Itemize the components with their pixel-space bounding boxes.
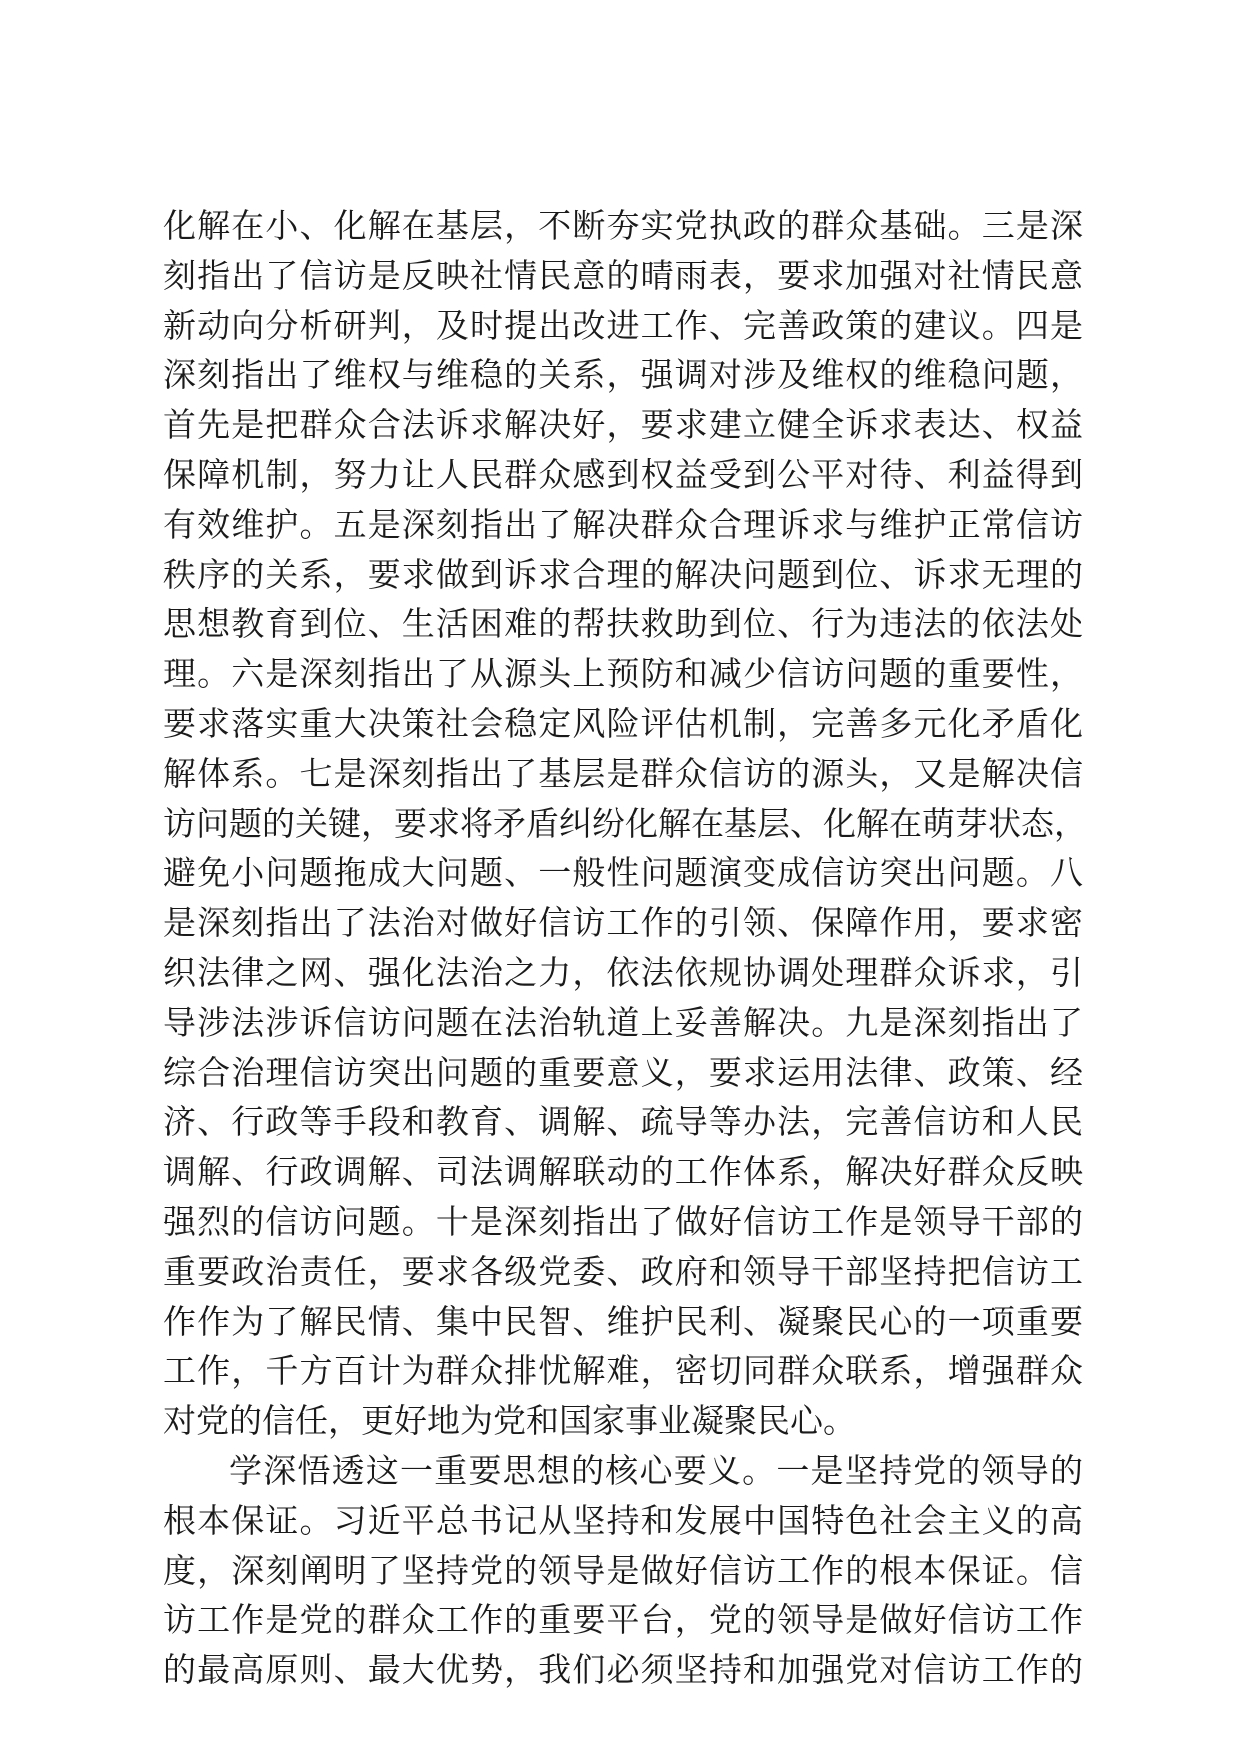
text-line: 作作为了解民情、集中民智、维护民利、凝聚民心的一项重要 bbox=[163, 1301, 1083, 1341]
text-line: 刻指出了信访是反映社情民意的晴雨表，要求加强对社情民意 bbox=[163, 255, 1083, 295]
text-line: 避免小问题拖成大问题、一般性问题演变成信访突出问题。八 bbox=[163, 853, 1083, 893]
text-line: 度，深刻阐明了坚持党的领导是做好信访工作的根本保证。信 bbox=[163, 1550, 1083, 1590]
text-line: 新动向分析研判，及时提出改进工作、完善政策的建议。四是 bbox=[163, 305, 1083, 345]
text-line: 保障机制，努力让人民群众感到权益受到公平对待、利益得到 bbox=[163, 454, 1083, 494]
text-line: 调解、行政调解、司法调解联动的工作体系，解决好群众反映 bbox=[163, 1152, 1083, 1192]
body-text bbox=[163, 201, 1087, 1695]
text-line: 深刻指出了维权与维稳的关系，强调对涉及维权的维稳问题， bbox=[163, 355, 1083, 395]
paragraph-2 bbox=[163, 1446, 1083, 1695]
text-line: 是深刻指出了法治对做好信访工作的引领、保障作用，要求密 bbox=[163, 903, 1083, 943]
text-line: 综合治理信访突出问题的重要意义，要求运用法律、政策、经 bbox=[163, 1052, 1083, 1092]
text-line: 秩序的关系，要求做到诉求合理的解决问题到位、诉求无理的 bbox=[163, 554, 1083, 594]
text-line: 的最高原则、最大优势，我们必须坚持和加强党对信访工作的 bbox=[163, 1650, 1083, 1690]
text-line: 思想教育到位、生活困难的帮扶救助到位、行为违法的依法处 bbox=[163, 604, 1083, 644]
text-line: 解体系。七是深刻指出了基层是群众信访的源头，又是解决信 bbox=[163, 753, 1083, 793]
text-line: 访工作是党的群众工作的重要平台，党的领导是做好信访工作 bbox=[163, 1600, 1083, 1640]
text-line: 访问题的关键，要求将矛盾纠纷化解在基层、化解在萌芽状态， bbox=[163, 803, 1087, 843]
text-line: 首先是把群众合法诉求解决好，要求建立健全诉求表达、权益 bbox=[163, 405, 1083, 445]
text-line: 学深悟透这一重要思想的核心要义。一是坚持党的领导的 bbox=[229, 1450, 1083, 1490]
text-line: 要求落实重大决策社会稳定风险评估机制，完善多元化矛盾化 bbox=[163, 703, 1083, 743]
paragraph-1 bbox=[163, 201, 1087, 1446]
text-line: 理。六是深刻指出了从源头上预防和减少信访问题的重要性， bbox=[163, 654, 1083, 694]
text-line: 织法律之网、强化法治之力，依法依规协调处理群众诉求，引 bbox=[163, 952, 1083, 992]
text-line: 强烈的信访问题。十是深刻指出了做好信访工作是领导干部的 bbox=[163, 1201, 1083, 1241]
text-line: 有效维护。五是深刻指出了解决群众合理诉求与维护正常信访 bbox=[163, 504, 1083, 544]
text-line: 济、行政等手段和教育、调解、疏导等办法，完善信访和人民 bbox=[163, 1102, 1083, 1142]
text-line: 工作，千方百计为群众排忧解难，密切同群众联系，增强群众 bbox=[163, 1351, 1083, 1391]
text-line: 导涉法涉诉信访问题在法治轨道上妥善解决。九是深刻指出了 bbox=[163, 1002, 1083, 1042]
text-line: 重要政治责任，要求各级党委、政府和领导干部坚持把信访工 bbox=[163, 1251, 1083, 1291]
text-line: 对党的信任，更好地为党和国家事业凝聚民心。 bbox=[163, 1401, 856, 1441]
text-line: 根本保证。习近平总书记从坚持和发展中国特色社会主义的高 bbox=[163, 1500, 1083, 1540]
text-line: 化解在小、化解在基层，不断夯实党执政的群众基础。三是深 bbox=[163, 206, 1083, 245]
